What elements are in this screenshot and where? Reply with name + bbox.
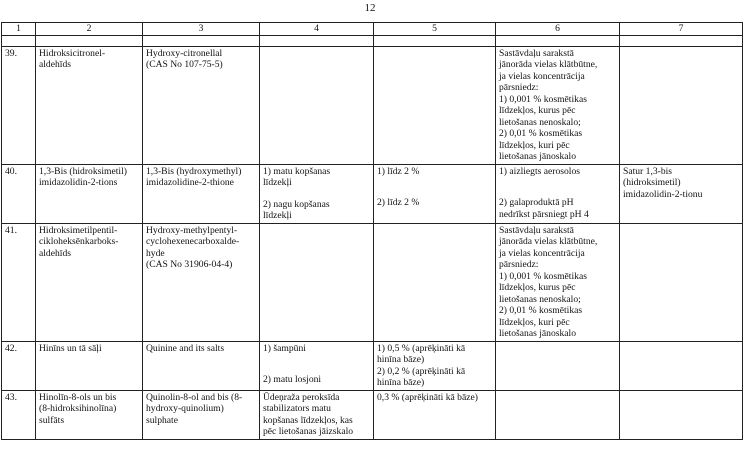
line-gap — [499, 187, 616, 197]
cell-text-line: (CAS No 31906-04-4) — [146, 259, 233, 270]
substance-name-lv-cell — [36, 390, 143, 439]
max-concentration-cell — [374, 164, 496, 223]
cell-text-line: Quinolin-8-ol and bis (8- — [146, 391, 243, 403]
cell-text-line: stabilizators matu — [263, 403, 331, 414]
table-row — [2, 46, 743, 164]
warnings-cell — [620, 223, 743, 341]
cell-text-line: pēc lietošanas jāizskalo — [263, 426, 354, 437]
warnings-cell — [620, 164, 743, 223]
cell-text-line: hinīna bāze) — [377, 354, 425, 365]
product-type-cell — [260, 341, 374, 390]
cell-text-line: (CAS No 107-75-5) — [146, 59, 223, 70]
cell-text-line: Sastāvdaļu sarakstā — [499, 47, 574, 59]
cell-text-line: (hidroksimetil) — [623, 177, 681, 188]
table-row — [2, 223, 743, 341]
row-number-cell: 43. — [2, 390, 36, 439]
line-gap — [263, 364, 370, 374]
column-header-3: 3 — [143, 23, 260, 36]
cell-text-line: lietošanas jānoskalo — [499, 151, 576, 162]
cell-text-line: Satur 1,3-bis — [623, 165, 673, 177]
line-gap — [263, 354, 370, 364]
cell-text-line: hinīna bāze) — [377, 377, 425, 388]
substance-name-inci-cell — [143, 46, 260, 164]
cell-text-line: 2) līdz 2 % — [377, 197, 420, 208]
line-gap — [499, 177, 616, 187]
cell-text-line: cyclohexenecarboxalde- — [146, 236, 240, 247]
cell-text-line: 2) galaproduktā pH — [499, 197, 574, 208]
cell-text-line: līdzekļos, kuri pēc — [499, 139, 570, 151]
substance-name-inci-cell — [143, 223, 260, 341]
cell-text-line: Hinolīn-8-ols un bis — [39, 391, 117, 403]
other-limits-cell — [496, 390, 620, 439]
column-header-4: 4 — [260, 23, 374, 36]
cell-text-line: Hinīns un tā sāļi — [39, 342, 102, 354]
table-row — [2, 341, 743, 390]
product-type-cell — [260, 390, 374, 439]
cell-text-line: Ūdeņraža peroksīda — [263, 391, 340, 403]
cell-text-line: sulphate — [146, 414, 178, 426]
cell-text-line: līdzekļos, kuri pēc — [499, 316, 570, 328]
cell-text-line: Hidroksicitronel- — [39, 47, 106, 59]
table-row — [2, 164, 743, 223]
cell-text-line: jānorāda vielas klātbūtne, — [499, 59, 598, 70]
cell-text-line: Hydroxy-citronellal — [146, 47, 223, 59]
cell-text-line: hyde — [146, 247, 165, 259]
cell-text-line: 2) nagu kopšanas — [263, 198, 330, 210]
column-header-2: 2 — [36, 23, 143, 36]
cell-text-line: Sastāvdaļu sarakstā — [499, 224, 574, 236]
warnings-cell — [620, 46, 743, 164]
other-limits-cell — [496, 164, 620, 223]
cell-text-line: ja vielas koncentrācija — [499, 247, 585, 259]
max-concentration-cell — [374, 46, 496, 164]
substance-name-lv-cell — [36, 341, 143, 390]
line-gap — [263, 189, 370, 199]
cell-text-line: kopšanas līdzekļos, kas — [263, 414, 353, 426]
row-number-cell: 40. — [2, 164, 36, 223]
page-number: 12 — [364, 2, 376, 14]
cell-text-line: līdzekļi — [263, 177, 292, 188]
column-header-6: 6 — [496, 23, 620, 36]
cell-text-line: lietošanas jānoskalo — [499, 328, 576, 339]
cell-text-line: līdzekļos, kurus pēc — [499, 282, 576, 293]
cell-text-line: 1) aizliegts aerosolos — [499, 165, 580, 177]
cell-text-line: imidazolidin-2-tions — [39, 177, 118, 188]
cell-text-line: 1) 0,001 % kosmētikas — [499, 93, 587, 105]
product-type-cell — [260, 46, 374, 164]
substance-name-inci-cell — [143, 164, 260, 223]
cell-text-line: 1) matu kopšanas — [263, 165, 331, 177]
column-header-1: 1 — [2, 23, 36, 36]
cell-text-line: 2) matu losjoni — [263, 374, 322, 385]
cell-text-line: 1,3-Bis (hidroksimetil) — [39, 165, 127, 177]
cell-text-line: nedrīkst pārsniegt pH 4 — [499, 208, 589, 220]
cell-text-line: 2) 0,2 % (aprēķināti kā — [377, 365, 466, 377]
row-number-cell: 39. — [2, 46, 36, 164]
warnings-cell — [620, 341, 743, 390]
row-number-cell: 42. — [2, 341, 36, 390]
warnings-cell — [620, 390, 743, 439]
line-gap — [377, 177, 492, 187]
substance-name-lv-cell — [36, 223, 143, 341]
cell-text-line: 1) 0,5 % (aprēķināti kā — [377, 342, 466, 354]
cell-text-line: 1) 0,001 % kosmētikas — [499, 270, 587, 282]
cell-text-line: sulfāts — [39, 414, 65, 426]
spacer-row — [2, 35, 743, 46]
table-row — [2, 390, 743, 439]
other-limits-cell — [496, 223, 620, 341]
max-concentration-cell — [374, 390, 496, 439]
max-concentration-cell — [374, 341, 496, 390]
cell-text-line: jānorāda vielas klātbūtne, — [499, 236, 598, 247]
product-type-cell — [260, 223, 374, 341]
cell-text-line: lietošanas nenoskalo; — [499, 116, 581, 128]
cell-text-line: aldehīds — [39, 247, 71, 259]
cosmetic-substances-table — [1, 22, 743, 440]
cell-text-line: Quinine and its salts — [146, 342, 225, 354]
cell-text-line: 1,3-Bis (hydroxymethyl) — [146, 165, 242, 177]
cell-text-line: Hidroksimetilpentil- — [39, 224, 118, 236]
max-concentration-cell — [374, 223, 496, 341]
cell-text-line: imidazolidin-2-tionu — [623, 188, 703, 200]
cell-text-line: ja vielas koncentrācija — [499, 70, 585, 82]
other-limits-cell — [496, 46, 620, 164]
cell-text-line: līdzekļos, kurus pēc — [499, 105, 576, 116]
cell-text-line: Hydroxy-methylpentyl- — [146, 224, 238, 236]
cell-text-line: imidazolidine-2-thione — [146, 177, 234, 188]
cell-text-line: 2) 0,01 % kosmētikas — [499, 305, 583, 316]
row-number-cell: 41. — [2, 223, 36, 341]
cell-text-line: (8-hidroksihinolīna) — [39, 403, 117, 414]
other-limits-cell — [496, 341, 620, 390]
cell-text-line: 0,3 % (aprēķināti kā bāze) — [377, 391, 478, 403]
cell-text-line: pārsniedz: — [499, 259, 539, 270]
column-number-row — [2, 23, 743, 36]
column-header-5: 5 — [374, 23, 496, 36]
cell-text-line: 2) 0,01 % kosmētikas — [499, 128, 583, 139]
cell-text-line: lietošanas nenoskalo; — [499, 293, 581, 305]
substance-name-inci-cell — [143, 341, 260, 390]
cell-text-line: cikloheksēnkarboks- — [39, 236, 119, 247]
substance-name-inci-cell — [143, 390, 260, 439]
line-gap — [377, 187, 492, 197]
cell-text-line: 1) šampūni — [263, 342, 306, 354]
substance-name-lv-cell — [36, 164, 143, 223]
cell-text-line: 1) līdz 2 % — [377, 165, 420, 177]
cell-text-line: līdzekļi — [263, 210, 292, 221]
cell-text-line: pārsniedz: — [499, 82, 539, 93]
cell-text-line: hydroxy-quinolium) — [146, 403, 224, 414]
column-header-7: 7 — [620, 23, 743, 36]
cell-text-line: aldehīds — [39, 59, 71, 70]
product-type-cell — [260, 164, 374, 223]
substance-name-lv-cell — [36, 46, 143, 164]
